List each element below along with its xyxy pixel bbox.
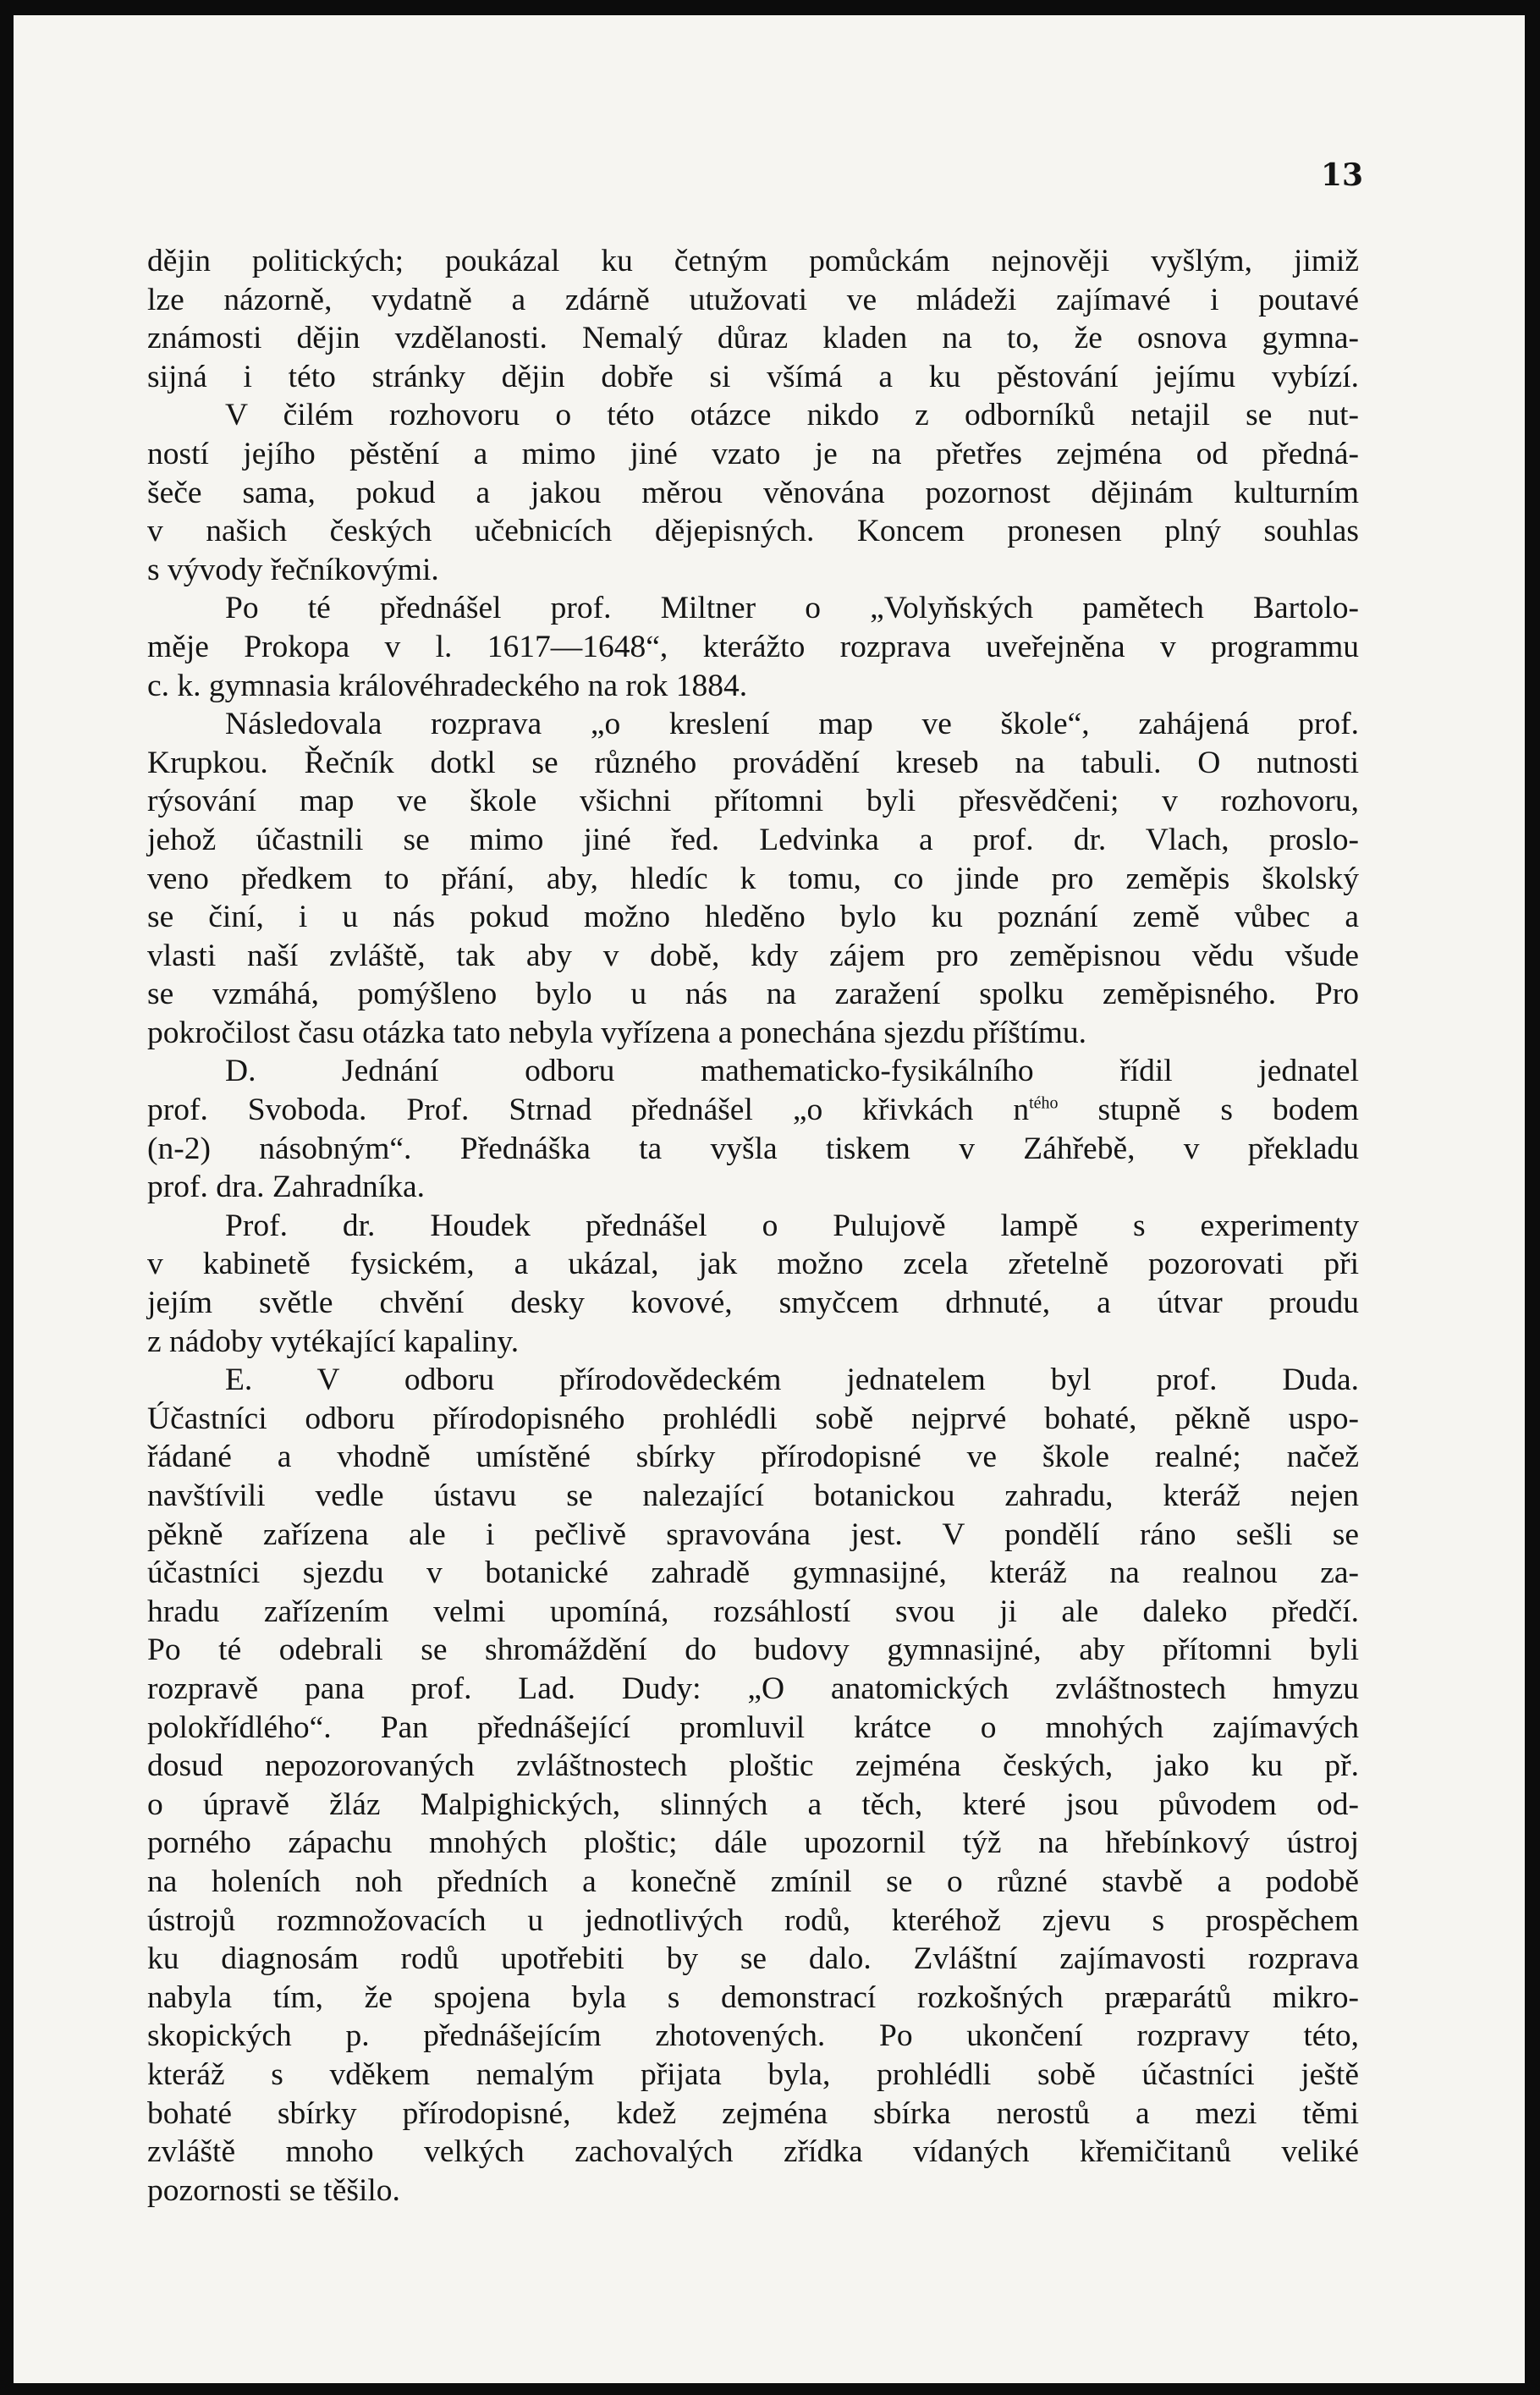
- text-line: Po té odebrali se shromáždění do budovy gymnasijné, aby přítomni byli: [147, 1632, 1359, 1668]
- text-line: hradu zařízením velmi upomíná, rozsáhlostí svou ji ale daleko předčí.: [147, 1594, 1359, 1629]
- text-line: bohaté sbírky přírodopisné, kdež zejména sbírka nerostů a mezi těmi: [147, 2095, 1359, 2131]
- text-line: dějin politických; poukázal ku četným pomůckám nejnověji vyšlým, jimiž: [147, 244, 1359, 278]
- text-line: řádané a vhodně umístěné sbírky přírodopisné ve škole realné; načež: [147, 1440, 1359, 1475]
- body-text: [147, 242, 1359, 2210]
- paragraph-5: [147, 1052, 1359, 1206]
- text-line: se vzmáhá, pomýšleno bylo u nás na zaražení spolku zeměpisného. Pro: [147, 977, 1359, 1012]
- text-line: Účastníci odboru přírodopisného prohlédli sobě nejprvé bohaté, pěkně uspo-: [147, 1401, 1359, 1436]
- text-line: pěkně zařízena ale i pečlivě spravována jest. V pondělí ráno sešli se: [147, 1517, 1359, 1552]
- text-line: z nádoby vytékající kapaliny.: [147, 1324, 520, 1359]
- text-line: nabyla tím, že spojena byla s demonstrací rozkošných præparátů mikro-: [147, 1979, 1359, 2015]
- text-line: v kabinetě fysickém, a ukázal, jak možno zcela zřetelně pozorovati při: [147, 1247, 1359, 1282]
- text-line: rozpravě pana prof. Lad. Dudy: „O anatomických zvláštnostech hmyzu: [147, 1671, 1359, 1706]
- text-line: o úpravě žláz Malpighických, slinných a těch, které jsou původem od-: [147, 1787, 1359, 1822]
- text-line: s vývody řečníkovými.: [147, 552, 439, 587]
- text-line: jehož účastnili se mimo jiné řed. Ledvinka a prof. dr. Vlach, proslo-: [147, 822, 1359, 857]
- text-fragment: stupně s bodem: [1058, 1093, 1359, 1128]
- text-line: skopických p. přednášejícím zhotovených. Po ukončení rozpravy této,: [147, 2018, 1359, 2054]
- text-line: účastníci sjezdu v botanické zahradě gymnasijné, kteráž na realnou za-: [147, 1555, 1359, 1591]
- text-line: ústrojů rozmnožovacích u jednotlivých rodů, kteréhož zjevu s prospěchem: [147, 1902, 1359, 1938]
- text-line: prof. dra. Zahradníka.: [147, 1170, 425, 1205]
- text-line: ku diagnosám rodů upotřebiti by se dalo. Zvláštní zajímavosti rozprava: [147, 1941, 1359, 1977]
- text-line: D. Jednání odboru mathematicko-fysikálního řídil jednatel: [225, 1054, 1359, 1089]
- text-line: ností jejího pěstění a mimo jiné vzato je na přetřes zejména od předná-: [147, 436, 1359, 471]
- text-line: navštívili vedle ústavu se nalezající botanickou zahradu, kteráž nejen: [147, 1478, 1359, 1513]
- text-line: Po té přednášel prof. Miltner o „Volyňských pamětech Bartolo-: [225, 591, 1359, 626]
- text-line: Následovala rozprava „o kreslení map ve škole“, zahájená prof.: [225, 707, 1359, 742]
- text-line: v našich českých učebnicích dějepisných. Koncem pronesen plný souhlas: [147, 514, 1359, 549]
- text-line: Krupkou. Řečník dotkl se různého provádění kreseb na tabuli. O nutnosti: [147, 745, 1359, 780]
- text-line: šeče sama, pokud a jakou měrou věnována pozornost dějinám kulturním: [147, 475, 1359, 510]
- paragraph-2: [147, 396, 1359, 589]
- text-line: měje Prokopa v l. 1617—1648“, kterážto rozprava uveřejněna v programmu: [147, 629, 1359, 664]
- paragraph-7: [147, 1361, 1359, 2210]
- text-line: se činí, i u nás pokud možno hleděno bylo ku poznání země vůbec a: [147, 900, 1359, 935]
- text-line: lze názorně, vydatně a zdárně utužovati ve mládeži zajímavé i poutavé: [147, 282, 1359, 317]
- text-line: (n-2) násobným“. Přednáška ta vyšla tiskem v Záhřebě, v překladu: [147, 1131, 1359, 1166]
- text-line: jejím světle chvění desky kovové, smyčcem drhnuté, a útvar proudu: [147, 1286, 1359, 1321]
- text-line: veno předkem to přání, aby, hledíc k tomu, co jinde pro zeměpis školský: [147, 861, 1359, 896]
- paragraph-4: [147, 705, 1359, 1052]
- text-line: Prof. dr. Houdek přednášel o Pulujově lampě s experimenty: [225, 1208, 1359, 1243]
- text-line: sijná i této stránky dějin dobře si všímá a ku pěstování jejímu vybízí.: [147, 359, 1359, 394]
- paragraph-6: [147, 1207, 1359, 1361]
- text-line: E. V odboru přírodovědeckém jednatelem byl prof. Duda.: [225, 1363, 1359, 1398]
- text-line: rýsování map ve škole všichni přítomni byli přesvědčeni; v rozhovoru,: [147, 784, 1359, 819]
- text-line: porného zápachu mnohých ploštic; dále upozornil týž na hřebínkový ústroj: [147, 1825, 1359, 1861]
- text-line: kteráž s vděkem nemalým přijata byla, prohlédli sobě účastníci ještě: [147, 2056, 1359, 2092]
- text-line: [147, 1091, 1359, 1130]
- paragraph-1: [147, 242, 1359, 396]
- text-line: na holeních noh předních a konečně zmínil se o různé stavbě a podobě: [147, 1864, 1359, 1899]
- text-line: pokročilost času otázka tato nebyla vyřízena a ponechána sjezdu příštímu.: [147, 1015, 1087, 1050]
- text-line: V čilém rozhovoru o této otázce nikdo z odborníků netajil se nut-: [225, 398, 1359, 433]
- superscript: tého: [1029, 1093, 1059, 1113]
- text-line: zvláště mnoho velkých zachovalých zřídka vídaných křemičitanů veliké: [147, 2134, 1359, 2170]
- paragraph-3: [147, 589, 1359, 705]
- book-page: [14, 15, 1525, 2383]
- text-line: známosti dějin vzdělanosti. Nemalý důraz kladen na to, že osnova gymna-: [147, 321, 1359, 356]
- text-line: c. k. gymnasia královéhradeckého na rok 1884.: [147, 668, 748, 703]
- text-line: vlasti naší zvláště, tak aby v době, kdy zájem pro zeměpisnou vědu všude: [147, 938, 1359, 973]
- text-line: polokřídlého“. Pan přednášející promluvil krátce o mnohých zajímavých: [147, 1710, 1359, 1745]
- page-number: 13: [1321, 157, 1364, 193]
- text-line: dosud nepozorovaných zvláštnostech ploštic zejména českých, jako ku př.: [147, 1748, 1359, 1784]
- text-line: pozornosti se těšilo.: [147, 2172, 400, 2208]
- text-fragment: prof. Svoboda. Prof. Strnad přednášel „o křivkách n: [147, 1093, 1030, 1128]
